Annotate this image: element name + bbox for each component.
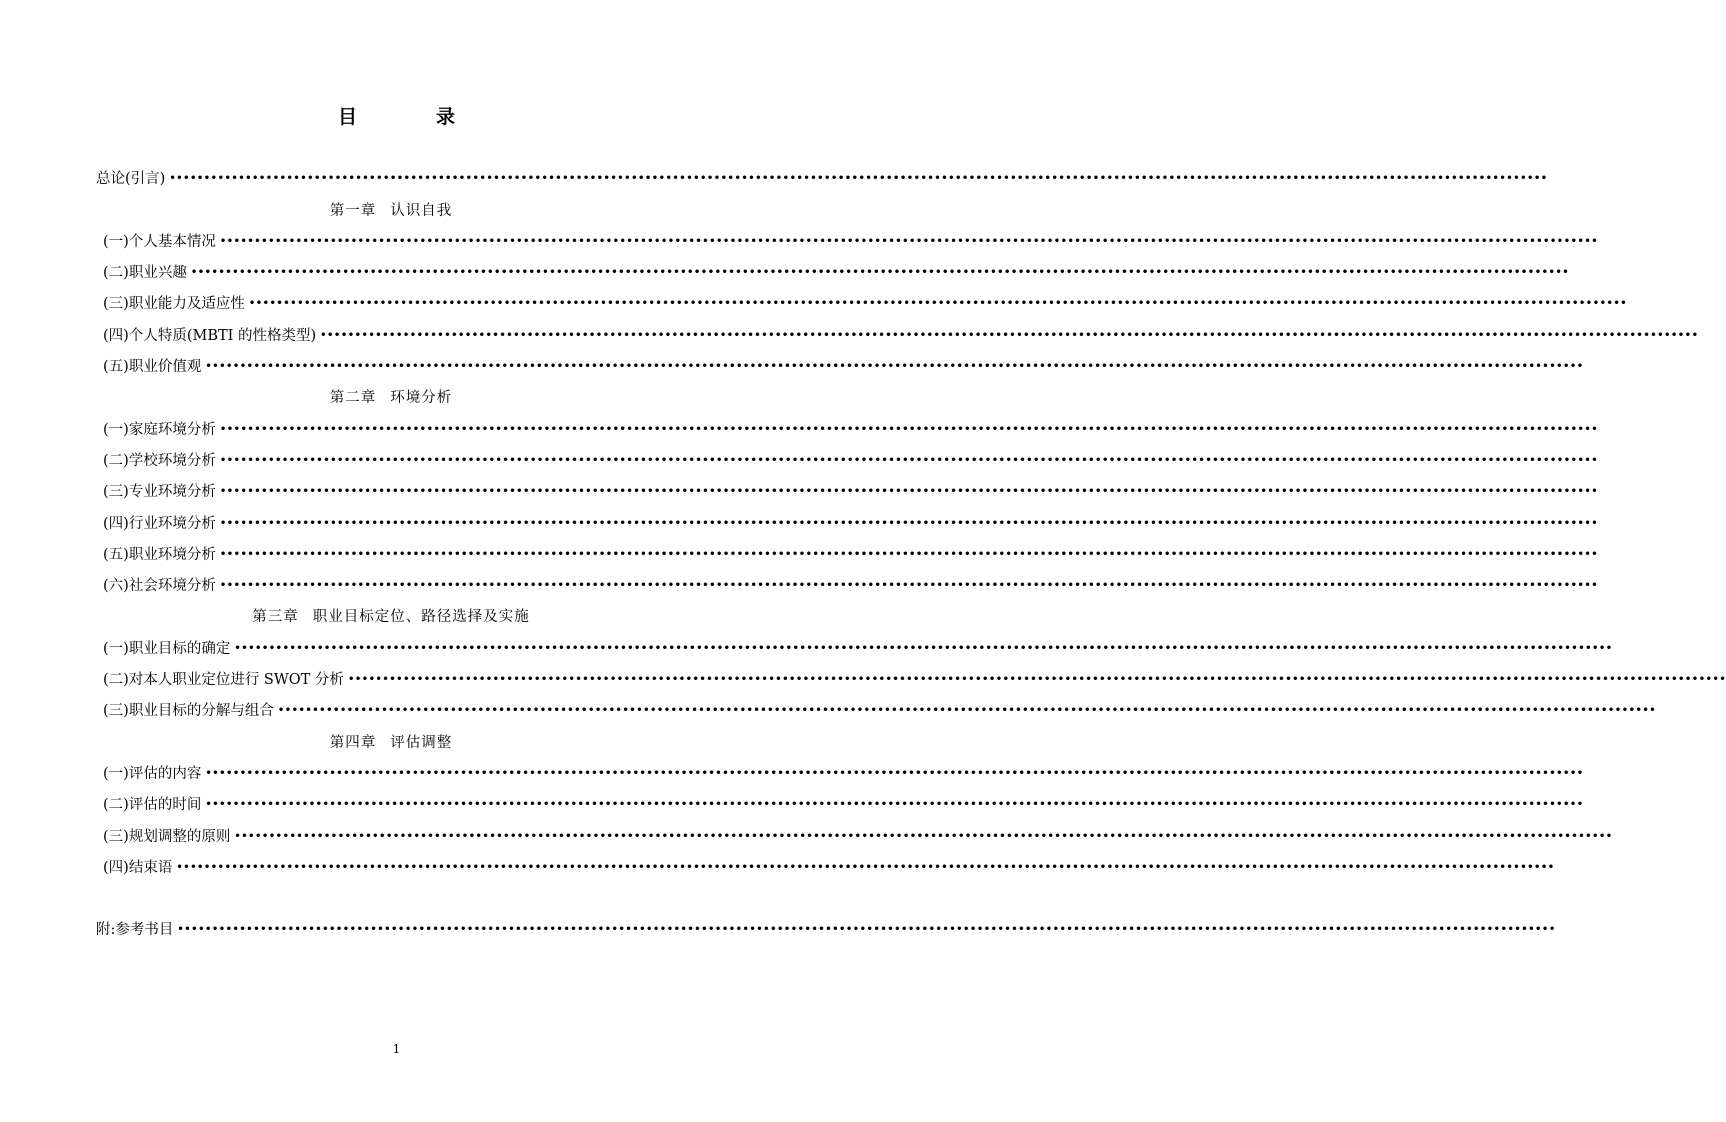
toc-entry-intro[interactable] [96,157,1548,188]
toc-entry[interactable] [96,501,1599,532]
toc-entry-label: (一)家庭环境分析 [103,421,216,438]
toc-entry-label: (五)职业环境分析 [103,546,216,563]
dot-leader: •••••••••••••••••••••••••••••••••••••••••••••••••••••••••••••••••••••••••••••••••••••••••••••••••••••••••••••••••••••••••••••••••••••••••••••••••••••••••••••••••••••••••••••••••••••••••••••••••••••••• [320,329,1699,341]
toc-entry[interactable] [96,626,1613,657]
toc-entry-label: (三)规划调整的原则 [103,828,231,845]
dot-leader: •••••••••••••••••••••••••••••••••••••••••••••••••••••••••••••••••••••••••••••••••••••••••••••••••••••••••••••••••••••••••••••••••••••••••••••••••••••••••••••••••••••••••••••••••••••••••••••••••••••••• [205,799,1584,811]
toc-entry[interactable] [96,345,1584,376]
chapter-name: 认识自我 [390,202,453,219]
chapter-heading[interactable] [96,376,686,407]
toc-entry-label: (三)专业环境分析 [103,484,216,501]
dot-leader: •••••••••••••••••••••••••••••••••••••••••••••••••••••••••••••••••••••••••••••••••••••••••••••••••••••••••••••••••••••••••••••••••••••••••••••••••••••••••••••••••••••••••••••••••••••••••••••••••••••••• [234,642,1613,654]
toc-entry-label: (三)职业能力及适应性 [103,296,245,313]
chapter-number: 第三章 [252,609,299,626]
dot-leader: •••••••••••••••••••••••••••••••••••••••••••••••••••••••••••••••••••••••••••••••••••••••••••••••••••••••••••••••••••••••••••••••••••••••••••••••••••••••••••••••••••••••••••••••••••••••••••••••••••••••• [169,173,1548,185]
toc-entry[interactable] [96,533,1599,564]
dot-leader: •••••••••••••••••••••••••••••••••••••••••••••••••••••••••••••••••••••••••••••••••••••••••••••••••••••••••••••••••••••••••••••••••••••••••••••••••••••••••••••••••••••••••••••••••••••••••••••••••••••••• [234,830,1613,842]
toc-entry[interactable] [96,220,1599,251]
dot-leader: •••••••••••••••••••••••••••••••••••••••••••••••••••••••••••••••••••••••••••••••••••••••••••••••••••••••••••••••••••••••••••••••••••••••••••••••••••••••••••••••••••••••••••••••••••••••••••••••••••••••• [205,361,1584,373]
toc-entry-label: (二)学校环境分析 [103,452,216,469]
toc-entry[interactable] [96,658,1726,689]
toc-entry[interactable] [96,689,1657,720]
toc-entry[interactable] [96,752,1584,783]
toc-entry-label: (二)评估的时间 [103,797,202,814]
toc-entry[interactable] [96,814,1613,845]
table-of-contents [96,157,1726,939]
toc-entry[interactable] [96,282,1628,313]
dot-leader: •••••••••••••••••••••••••••••••••••••••••••••••••••••••••••••••••••••••••••••••••••••••••••••••••••••••••••••••••••••••••••••••••••••••••••••••••••••••••••••••••••••••••••••••••••••••••••••••••••••••• [219,423,1599,435]
chapter-heading[interactable] [96,720,686,751]
chapter-name: 评估调整 [390,734,453,751]
toc-entry[interactable] [96,313,1699,344]
dot-leader: •••••••••••••••••••••••••••••••••••••••••••••••••••••••••••••••••••••••••••••••••••••••••••••••••••••••••••••••••••••••••••••••••••••••••••••••••••••••••••••••••••••••••••••••••••••••••••••••••••••••• [219,517,1599,529]
toc-entry[interactable] [96,407,1599,438]
toc-entry-label: (二)职业兴趣 [103,265,187,282]
chapter-name: 环境分析 [390,390,453,407]
toc-entry-label: (二)对本人职业定位进行 SWOT 分析 [103,672,344,689]
toc-entry-appendix[interactable] [96,908,1556,939]
toc-entry-label: (一)职业目标的确定 [103,640,231,657]
page-number: 1 [392,1042,401,1056]
toc-entry[interactable] [96,470,1599,501]
toc-entry[interactable] [96,846,1555,877]
toc-entry-label: (三)职业目标的分解与组合 [103,703,274,720]
toc-entry[interactable] [96,251,1570,282]
dot-leader: •••••••••••••••••••••••••••••••••••••••••••••••••••••••••••••••••••••••••••••••••••••••••••••••••••••••••••••••••••••••••••••••••••••••••••••••••••••••••••••••••••••••••••••••••••••••••••••••••••••••• [219,486,1599,498]
toc-entry[interactable] [96,564,1599,595]
toc-entry-label: (五)职业价值观 [103,359,202,376]
dot-leader: •••••••••••••••••••••••••••••••••••••••••••••••••••••••••••••••••••••••••••••••••••••••••••••••••••••••••••••••••••••••••••••••••••••••••••••••••••••••••••••••••••••••••••••••••••••••••••••••••••••••• [219,580,1599,592]
dot-leader: •••••••••••••••••••••••••••••••••••••••••••••••••••••••••••••••••••••••••••••••••••••••••••••••••••••••••••••••••••••••••••••••••••••••••••••••••••••••••••••••••••••••••••••••••••••••••••••••••••••••• [177,924,1556,936]
toc-entry-label: (四)行业环境分析 [103,515,216,532]
dot-leader: •••••••••••••••••••••••••••••••••••••••••••••••••••••••••••••••••••••••••••••••••••••••••••••••••••••••••••••••••••••••••••••••••••••••••••••••••••••••••••••••••••••••••••••••••••••••••••••••••••••••• [219,548,1599,560]
toc-entry-label: (四)个人特质(MBTI 的性格类型) [103,327,317,344]
dot-leader: •••••••••••••••••••••••••••••••••••••••••••••••••••••••••••••••••••••••••••••••••••••••••••••••••••••••••••••••••••••••••••••••••••••••••••••••••••••••••••••••••••••••••••••••••••••••••••••••••••••••• [190,267,1570,279]
toc-entry[interactable] [96,439,1599,470]
dot-leader: •••••••••••••••••••••••••••••••••••••••••••••••••••••••••••••••••••••••••••••••••••••••••••••••••••••••••••••••••••••••••••••••••••••••••••••••••••••••••••••••••••••••••••••••••••••••••••••••••••••••• [347,674,1726,686]
dot-leader: •••••••••••••••••••••••••••••••••••••••••••••••••••••••••••••••••••••••••••••••••••••••••••••••••••••••••••••••••••••••••••••••••••••••••••••••••••••••••••••••••••••••••••••••••••••••••••••••••••••••• [205,767,1584,779]
chapter-number: 第四章 [329,734,377,751]
toc-entry[interactable] [96,783,1584,814]
toc-entry-label: (一)评估的内容 [103,765,202,782]
dot-leader: •••••••••••••••••••••••••••••••••••••••••••••••••••••••••••••••••••••••••••••••••••••••••••••••••••••••••••••••••••••••••••••••••••••••••••••••••••••••••••••••••••••••••••••••••••••••••••••••••••••••• [219,454,1599,466]
toc-entry-label: (六)社会环境分析 [103,578,216,595]
toc-entry-label: (四)结束语 [103,859,173,876]
chapter-number: 第二章 [329,390,377,407]
toc-entry-label: 总论(引言) [96,171,166,188]
chapter-name: 职业目标定位、路径选择及实施 [312,609,530,626]
dot-leader: •••••••••••••••••••••••••••••••••••••••••••••••••••••••••••••••••••••••••••••••••••••••••••••••••••••••••••••••••••••••••••••••••••••••••••••••••••••••••••••••••••••••••••••••••••••••••••••••••••••••• [219,235,1599,247]
toc-entry-label: (一)个人基本情况 [103,233,216,250]
dot-leader: •••••••••••••••••••••••••••••••••••••••••••••••••••••••••••••••••••••••••••••••••••••••••••••••••••••••••••••••••••••••••••••••••••••••••••••••••••••••••••••••••••••••••••••••••••••••••••••••••••••••• [277,705,1657,717]
chapter-heading[interactable] [96,188,686,219]
chapter-number: 第一章 [329,202,377,219]
dot-leader: •••••••••••••••••••••••••••••••••••••••••••••••••••••••••••••••••••••••••••••••••••••••••••••••••••••••••••••••••••••••••••••••••••••••••••••••••••••••••••••••••••••••••••••••••••••••••••••••••••••••• [176,861,1555,873]
toc-title: 目 录 [337,106,485,128]
dot-leader: •••••••••••••••••••••••••••••••••••••••••••••••••••••••••••••••••••••••••••••••••••••••••••••••••••••••••••••••••••••••••••••••••••••••••••••••••••••••••••••••••••••••••••••••••••••••••••••••••••••••• [248,298,1628,310]
toc-entry-label: 附:参考书目 [96,922,174,939]
chapter-heading[interactable] [96,595,686,626]
